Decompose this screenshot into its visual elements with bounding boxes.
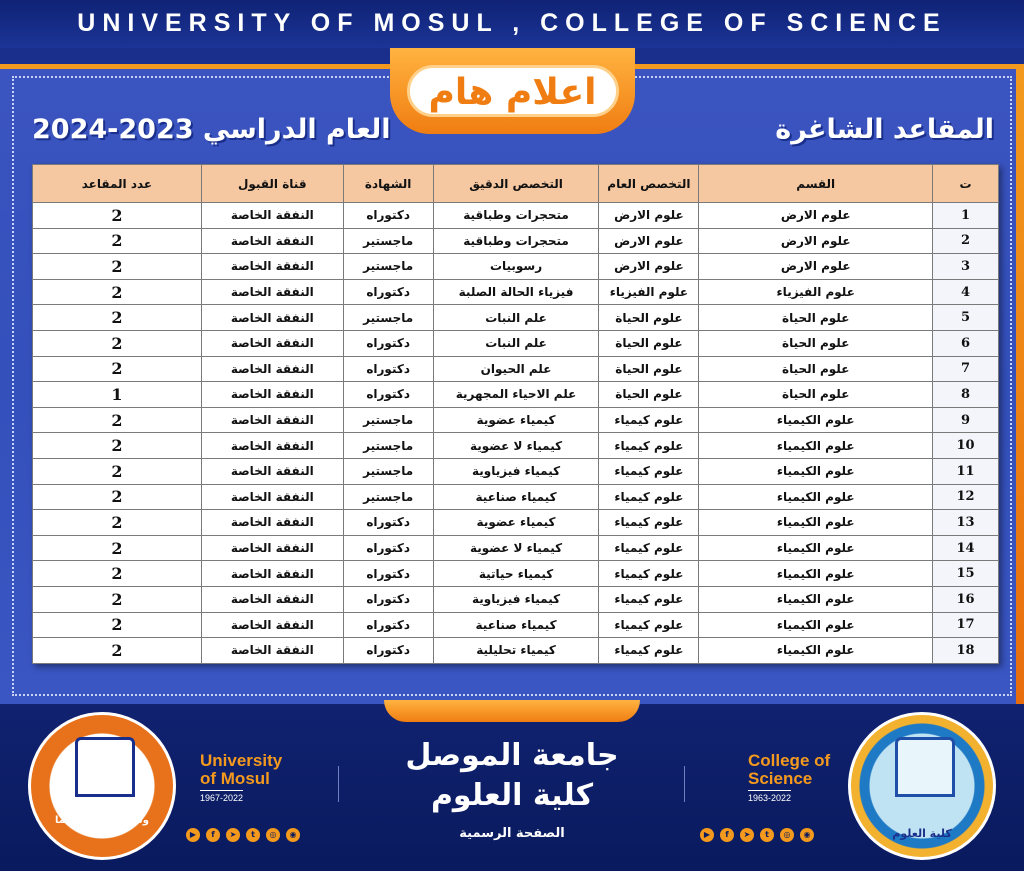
degree-cell: دكتوراه [343, 330, 433, 356]
admission-channel-cell: النفقة الخاصة [201, 279, 343, 305]
department-cell: علوم الارض [699, 228, 933, 254]
youtube-icon[interactable]: ▶ [186, 828, 200, 842]
table-row [33, 356, 999, 382]
department-cell: علوم الكيمياء [699, 407, 933, 433]
row-index: 7 [933, 356, 999, 382]
row-index: 13 [933, 510, 999, 536]
table-row [33, 330, 999, 356]
seats-cell: 2 [33, 279, 202, 305]
seal-emblem [75, 737, 135, 797]
row-index: 12 [933, 484, 999, 510]
degree-cell: دكتوراه [343, 279, 433, 305]
admission-channel-cell: النفقة الخاصة [201, 510, 343, 536]
row-index: 14 [933, 535, 999, 561]
degree-cell: دكتوراه [343, 510, 433, 536]
department-cell: علوم الفيزياء [699, 279, 933, 305]
row-index: 9 [933, 407, 999, 433]
table-row [33, 203, 999, 229]
general-specialty-cell: علوم الارض [599, 203, 699, 229]
vacant-seats-table [32, 164, 999, 664]
facebook-icon[interactable]: f [206, 828, 220, 842]
admission-channel-cell: النفقة الخاصة [201, 254, 343, 280]
admission-channel-cell: النفقة الخاصة [201, 458, 343, 484]
general-specialty-cell: علوم كيمياء [599, 458, 699, 484]
seats-cell: 1 [33, 382, 202, 408]
row-index: 16 [933, 586, 999, 612]
seats-cell: 2 [33, 433, 202, 459]
row-index: 8 [933, 382, 999, 408]
general-specialty-cell: علوم الفيزياء [599, 279, 699, 305]
university-seal-logo [28, 712, 176, 860]
social-icons-left [186, 828, 300, 842]
row-index: 4 [933, 279, 999, 305]
admission-channel-cell: النفقة الخاصة [201, 228, 343, 254]
instagram-icon[interactable]: ◎ [266, 828, 280, 842]
table-row [33, 382, 999, 408]
seats-cell: 2 [33, 330, 202, 356]
web-icon[interactable]: ◉ [800, 828, 814, 842]
seats-cell: 2 [33, 612, 202, 638]
col-header-degree: الشهادة [343, 165, 433, 203]
col-header-department: القسم [699, 165, 933, 203]
footer-divider-left [338, 766, 339, 802]
department-cell: علوم الحياة [699, 330, 933, 356]
specific-specialty-cell: علم الاحياء المجهرية [433, 382, 599, 408]
specific-specialty-cell: كيمياء حياتية [433, 561, 599, 587]
row-index: 11 [933, 458, 999, 484]
table-row [33, 433, 999, 459]
row-index: 3 [933, 254, 999, 280]
general-specialty-cell: علوم كيمياء [599, 484, 699, 510]
seats-cell: 2 [33, 458, 202, 484]
general-specialty-cell: علوم كيمياء [599, 586, 699, 612]
general-specialty-cell: علوم الارض [599, 254, 699, 280]
college-years: 1963-2022 [748, 790, 791, 803]
admission-channel-cell: النفقة الخاصة [201, 433, 343, 459]
college-name-line2: Science [748, 769, 813, 788]
specific-specialty-cell: علم الحيوان [433, 356, 599, 382]
row-index: 10 [933, 433, 999, 459]
seats-cell: 2 [33, 305, 202, 331]
department-cell: علوم الكيمياء [699, 561, 933, 587]
table-row [33, 510, 999, 536]
admission-channel-cell: النفقة الخاصة [201, 535, 343, 561]
degree-cell: ماجستير [343, 484, 433, 510]
admission-channel-cell: النفقة الخاصة [201, 203, 343, 229]
degree-cell: دكتوراه [343, 535, 433, 561]
table-row [33, 458, 999, 484]
general-specialty-cell: علوم الحياة [599, 356, 699, 382]
row-index: 2 [933, 228, 999, 254]
seal-motto: وقل رب زدني علما [54, 815, 150, 826]
university-years: 1967-2022 [200, 790, 243, 803]
specific-specialty-cell: كيمياء فيزياوية [433, 458, 599, 484]
specific-specialty-cell: كيمياء تحليلية [433, 638, 599, 664]
degree-cell: دكتوراه [343, 356, 433, 382]
seats-cell: 2 [33, 510, 202, 536]
specific-specialty-cell: كيمياء لا عضوية [433, 535, 599, 561]
admission-channel-cell: النفقة الخاصة [201, 330, 343, 356]
twitter-icon[interactable]: t [246, 828, 260, 842]
general-specialty-cell: علوم كيمياء [599, 638, 699, 664]
seats-cell: 2 [33, 228, 202, 254]
table-row [33, 612, 999, 638]
table-row [33, 305, 999, 331]
department-cell: علوم الارض [699, 254, 933, 280]
admission-channel-cell: النفقة الخاصة [201, 612, 343, 638]
row-index: 5 [933, 305, 999, 331]
row-index: 6 [933, 330, 999, 356]
general-specialty-cell: علوم كيمياء [599, 612, 699, 638]
degree-cell: دكتوراه [343, 586, 433, 612]
seats-cell: 2 [33, 254, 202, 280]
specific-specialty-cell: كيمياء فيزياوية [433, 586, 599, 612]
department-cell: علوم الكيمياء [699, 433, 933, 459]
col-header-specific-specialty: التخصص الدقيق [433, 165, 599, 203]
announcement-title: اعلام هام [407, 65, 619, 117]
orange-right-edge [1016, 64, 1024, 704]
specific-specialty-cell: علم النبات [433, 305, 599, 331]
row-index: 1 [933, 203, 999, 229]
specific-specialty-cell: متحجرات وطباقية [433, 228, 599, 254]
instagram-icon[interactable]: ◎ [780, 828, 794, 842]
department-cell: علوم الكيمياء [699, 484, 933, 510]
seats-cell: 2 [33, 484, 202, 510]
seats-cell: 2 [33, 638, 202, 664]
general-specialty-cell: علوم كيمياء [599, 510, 699, 536]
seal-emblem [895, 737, 955, 797]
table-row [33, 484, 999, 510]
admission-channel-cell: النفقة الخاصة [201, 382, 343, 408]
table-row [33, 638, 999, 664]
degree-cell: ماجستير [343, 254, 433, 280]
department-cell: علوم الكيمياء [699, 458, 933, 484]
specific-specialty-cell: فيزياء الحالة الصلبة [433, 279, 599, 305]
general-specialty-cell: علوم كيمياء [599, 407, 699, 433]
department-cell: علوم الحياة [699, 305, 933, 331]
footer-divider-right [684, 766, 685, 802]
table-row [33, 407, 999, 433]
department-cell: علوم الحياة [699, 382, 933, 408]
degree-cell: ماجستير [343, 407, 433, 433]
col-header-seats: عدد المقاعد [33, 165, 202, 203]
university-name [200, 752, 282, 788]
table-row [33, 228, 999, 254]
college-name [748, 752, 830, 788]
degree-cell: ماجستير [343, 458, 433, 484]
general-specialty-cell: علوم الارض [599, 228, 699, 254]
table-row [33, 535, 999, 561]
general-specialty-cell: علوم الحياة [599, 305, 699, 331]
title-tab [390, 48, 635, 134]
specific-specialty-cell: رسوبيات [433, 254, 599, 280]
footer-university-arabic: جامعة الموصل [405, 738, 619, 773]
top-banner: UNIVERSITY OF MOSUL , COLLEGE OF SCIENCE [0, 0, 1024, 48]
seal-college-text: كلية العلوم [892, 827, 952, 840]
general-specialty-cell: علوم كيمياء [599, 561, 699, 587]
department-cell: علوم الارض [699, 203, 933, 229]
seats-cell: 2 [33, 356, 202, 382]
specific-specialty-cell: كيمياء صناعية [433, 612, 599, 638]
university-name-line2: of Mosul [200, 769, 270, 788]
table-row [33, 279, 999, 305]
telegram-icon[interactable]: ➤ [740, 828, 754, 842]
table-row [33, 561, 999, 587]
seats-cell: 2 [33, 586, 202, 612]
academic-year-heading: العام الدراسي 2023-2024 [32, 114, 391, 145]
twitter-icon[interactable]: t [760, 828, 774, 842]
degree-cell: دكتوراه [343, 638, 433, 664]
department-cell: علوم الكيمياء [699, 535, 933, 561]
facebook-icon[interactable]: f [720, 828, 734, 842]
specific-specialty-cell: كيمياء صناعية [433, 484, 599, 510]
table-header-row [33, 165, 999, 203]
degree-cell: دكتوراه [343, 382, 433, 408]
seats-cell: 2 [33, 561, 202, 587]
row-index: 15 [933, 561, 999, 587]
admission-channel-cell: النفقة الخاصة [201, 305, 343, 331]
row-index: 17 [933, 612, 999, 638]
table-row [33, 586, 999, 612]
college-name-line1: College of [748, 751, 831, 770]
admission-channel-cell: النفقة الخاصة [201, 484, 343, 510]
col-header-admission-channel: قناة القبول [201, 165, 343, 203]
university-name-line1: University [200, 751, 283, 770]
admission-channel-cell: النفقة الخاصة [201, 356, 343, 382]
college-seal-logo [848, 712, 996, 860]
general-specialty-cell: علوم كيمياء [599, 433, 699, 459]
admission-channel-cell: النفقة الخاصة [201, 561, 343, 587]
seats-cell: 2 [33, 535, 202, 561]
footer-college-arabic: كلية العلوم [430, 778, 594, 813]
youtube-icon[interactable]: ▶ [700, 828, 714, 842]
social-icons-right [700, 828, 814, 842]
degree-cell: دكتوراه [343, 561, 433, 587]
degree-cell: دكتوراه [343, 203, 433, 229]
admission-channel-cell: النفقة الخاصة [201, 638, 343, 664]
degree-cell: ماجستير [343, 228, 433, 254]
admission-channel-cell: النفقة الخاصة [201, 586, 343, 612]
specific-specialty-cell: كيمياء عضوية [433, 407, 599, 433]
vacant-seats-heading: المقاعد الشاغرة [775, 114, 994, 145]
footer-tab [384, 700, 640, 722]
row-index: 18 [933, 638, 999, 664]
department-cell: علوم الكيمياء [699, 510, 933, 536]
department-cell: علوم الكيمياء [699, 586, 933, 612]
general-specialty-cell: علوم الحياة [599, 382, 699, 408]
degree-cell: دكتوراه [343, 612, 433, 638]
col-header-index: ت [933, 165, 999, 203]
department-cell: علوم الكيمياء [699, 612, 933, 638]
degree-cell: ماجستير [343, 305, 433, 331]
admission-channel-cell: النفقة الخاصة [201, 407, 343, 433]
general-specialty-cell: علوم كيمياء [599, 535, 699, 561]
department-cell: علوم الحياة [699, 356, 933, 382]
seats-cell: 2 [33, 407, 202, 433]
department-cell: علوم الكيمياء [699, 638, 933, 664]
table-row [33, 254, 999, 280]
degree-cell: ماجستير [343, 433, 433, 459]
web-icon[interactable]: ◉ [286, 828, 300, 842]
specific-specialty-cell: متحجرات وطباقية [433, 203, 599, 229]
specific-specialty-cell: علم النبات [433, 330, 599, 356]
specific-specialty-cell: كيمياء لا عضوية [433, 433, 599, 459]
specific-specialty-cell: كيمياء عضوية [433, 510, 599, 536]
official-page-label: الصفحة الرسمية [459, 826, 565, 841]
general-specialty-cell: علوم الحياة [599, 330, 699, 356]
seats-cell: 2 [33, 203, 202, 229]
col-header-general-specialty: التخصص العام [599, 165, 699, 203]
telegram-icon[interactable]: ➤ [226, 828, 240, 842]
